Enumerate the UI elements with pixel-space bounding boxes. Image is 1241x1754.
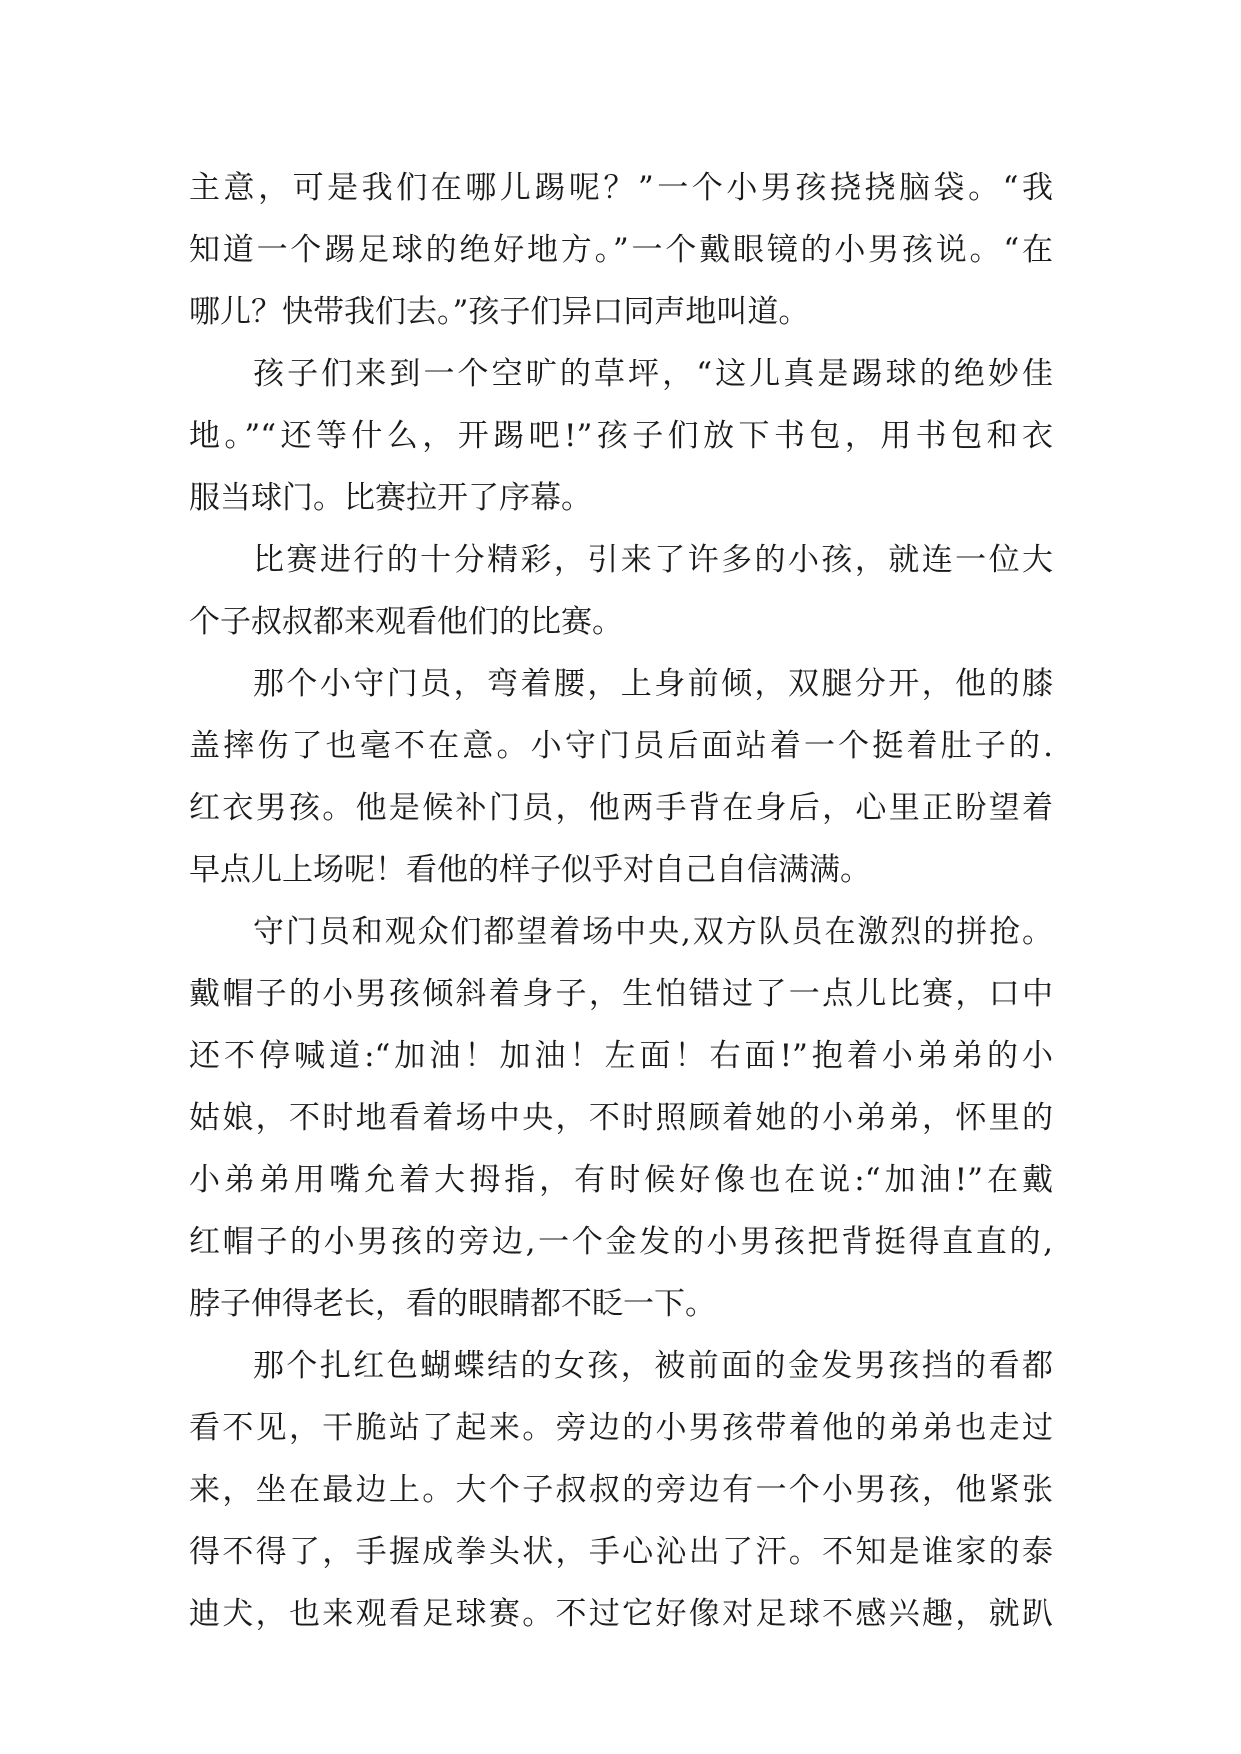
text-line: 看不见，干脆站了起来。旁边的小男孩带着他的弟弟也走过: [189, 1410, 1053, 1446]
text-line: 戴帽子的小男孩倾斜着身子，生怕错过了一点儿比赛，口中: [189, 976, 1053, 1012]
text-line: 比赛进行的十分精彩，引来了许多的小孩，就连一位大: [253, 542, 1053, 578]
text-line: 脖子伸得老长，看的眼睛都不眨一下。: [189, 1286, 716, 1322]
text-line: 迪犬，也来观看足球赛。不过它好像对足球不感兴趣，就趴: [189, 1596, 1053, 1632]
text-line: 哪儿？快带我们去。”孩子们异口同声地叫道。: [189, 294, 810, 330]
text-line: 红帽子的小男孩的旁边,一个金发的小男孩把背挺得直直的,: [189, 1224, 1053, 1260]
text-line: 小弟弟用嘴允着大拇指，有时候好像也在说:“加油!”在戴: [189, 1162, 1053, 1198]
text-line: 来，坐在最边上。大个子叔叔的旁边有一个小男孩，他紧张: [189, 1472, 1053, 1508]
text-line: 知道一个踢足球的绝好地方。”一个戴眼镜的小男孩说。“在: [189, 232, 1053, 268]
text-line: 还不停喊道:“加油！加油！左面！右面!”抱着小弟弟的小: [189, 1038, 1053, 1074]
text-line: 孩子们来到一个空旷的草坪，“这儿真是踢球的绝妙佳: [253, 356, 1053, 392]
text-line: 那个小守门员，弯着腰，上身前倾，双腿分开，他的膝: [253, 666, 1053, 702]
text-line: 那个扎红色蝴蝶结的女孩，被前面的金发男孩挡的看都: [253, 1348, 1053, 1384]
text-line: 得不得了，手握成拳头状，手心沁出了汗。不知是谁家的泰: [189, 1534, 1053, 1570]
text-line: 主意，可是我们在哪儿踢呢？”一个小男孩挠挠脑袋。“我: [189, 170, 1053, 206]
text-line: 地。”“还等什么，开踢吧!”孩子们放下书包，用书包和衣: [189, 418, 1053, 454]
text-line: 守门员和观众们都望着场中央,双方队员在激烈的拼抢。: [253, 914, 1053, 950]
text-line: 红衣男孩。他是候补门员，他两手背在身后，心里正盼望着: [189, 790, 1053, 826]
text-line: 姑娘，不时地看着场中央，不时照顾着她的小弟弟，怀里的: [189, 1100, 1053, 1136]
text-line: 盖摔伤了也毫不在意。小守门员后面站着一个挺着肚子的.: [189, 728, 1053, 764]
text-line: 服当球门。比赛拉开了序幕。: [189, 480, 592, 516]
text-line: 早点儿上场呢！看他的样子似乎对自己自信满满。: [189, 852, 871, 888]
text-line: 个子叔叔都来观看他们的比赛。: [189, 604, 623, 640]
